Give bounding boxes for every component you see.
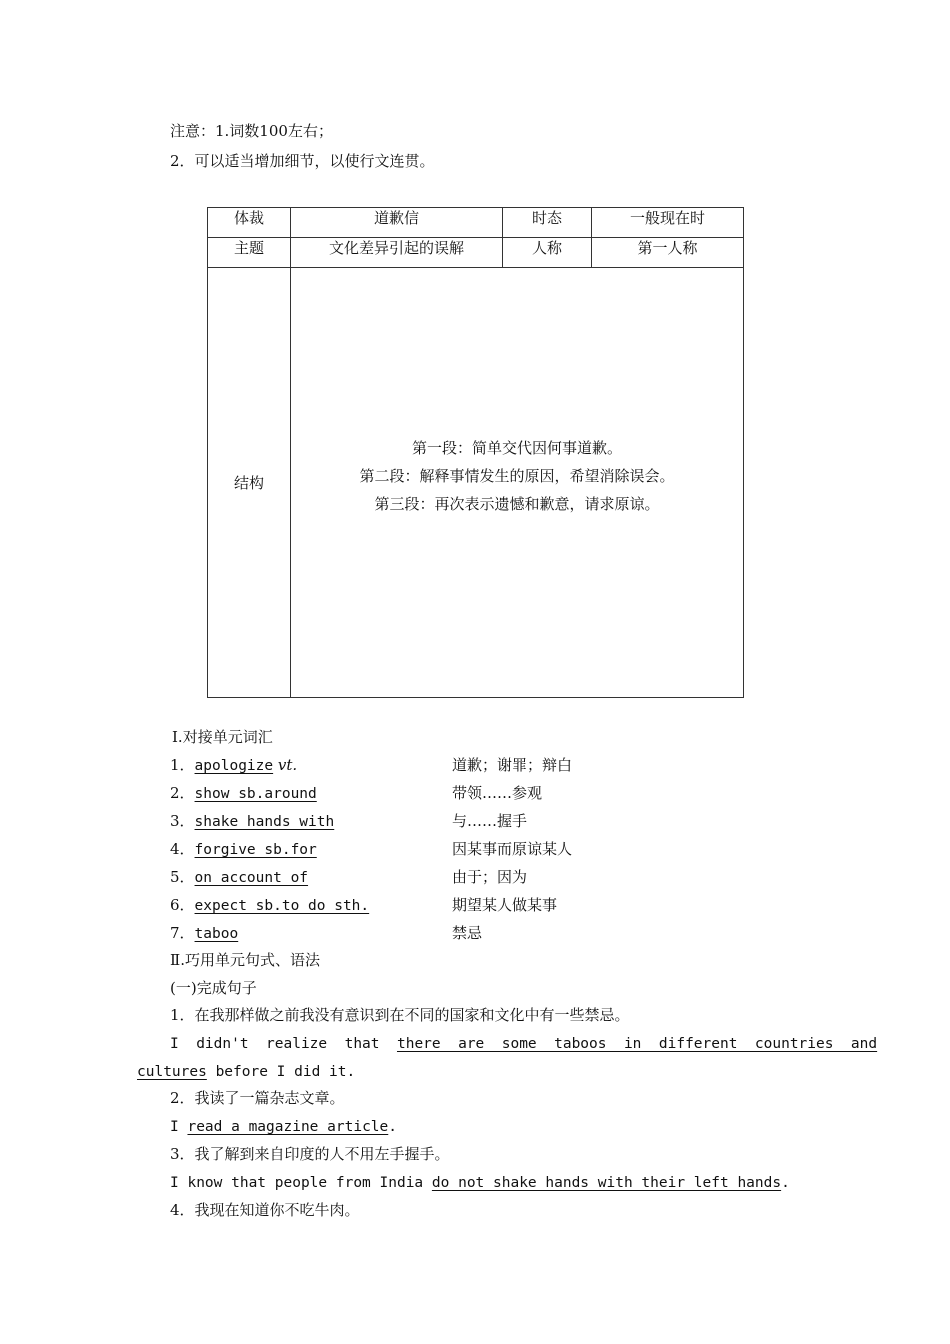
vocab-answer: shake hands with (194, 814, 335, 830)
paragraph-3-guide: 第三段：再次表示遗憾和歉意，请求原谅。 (374, 495, 660, 513)
list-item (170, 923, 238, 944)
sentence-1-english (170, 1034, 877, 1054)
section1-heading: Ⅰ.对接单元词汇 (172, 728, 273, 746)
item-number: 2． (170, 784, 195, 802)
item-number: 6． (170, 896, 195, 914)
genre-label: 体裁 (208, 208, 291, 238)
sentence-4-chinese: 4．我现在知道你不吃牛肉。 (170, 1201, 360, 1219)
vocab-meaning: 带领……参观 (452, 784, 543, 802)
genre-value: 道歉信 (291, 208, 503, 238)
sentence-1-suffix: before I did it. (206, 1064, 356, 1080)
sentence-1-english-cont (137, 1062, 355, 1082)
sentence-1-chinese: 1．在我那样做之前我没有意识到在不同的国家和文化中有一些禁忌。 (170, 1006, 630, 1024)
sentence-1-answer: there are some taboos in different countries and (396, 1036, 878, 1052)
item-number: 5． (170, 868, 195, 886)
list-item (170, 867, 308, 888)
paragraph-1-guide: 第一段：简单交代因何事道歉。 (411, 439, 622, 457)
sentence-2-prefix: I (170, 1119, 188, 1135)
person-value: 第一人称 (592, 238, 744, 268)
note-word-count: 注意：1.词数100左右； (170, 122, 333, 140)
sentence-3-chinese: 3．我了解到来自印度的人不用左手握手。 (170, 1145, 450, 1163)
note-coherence: 2．可以适当增加细节，以使行文连贯。 (170, 152, 435, 170)
sentence-2-chinese: 2．我读了一篇杂志文章。 (170, 1089, 345, 1107)
part-of-speech: vt. (277, 756, 298, 774)
list-item (170, 783, 317, 804)
tense-label: 时态 (503, 208, 592, 238)
vocab-answer: on account of (194, 870, 309, 886)
topic-value: 文化差异引起的误解 (291, 238, 503, 268)
vocab-answer: forgive sb.for (194, 842, 317, 858)
structure-label: 结构 (208, 268, 291, 698)
vocab-answer: expect sb.to do sth. (194, 898, 370, 914)
sentence-3-suffix: . (781, 1175, 790, 1191)
vocab-answer: taboo (194, 926, 239, 942)
table-row (208, 208, 744, 238)
sentence-2-english (170, 1117, 397, 1137)
vocab-meaning: 道歉；谢罪；辩白 (452, 756, 573, 774)
section2-heading: Ⅱ.巧用单元句式、语法 (170, 951, 320, 969)
table-row (208, 238, 744, 268)
structure-content (291, 268, 744, 698)
sentence-2-suffix: . (388, 1119, 397, 1135)
vocab-meaning: 与……握手 (452, 812, 528, 830)
table-row (208, 268, 744, 698)
vocab-answer: show sb.around (194, 786, 317, 802)
sentence-1-answer-cont: cultures (137, 1064, 207, 1080)
list-item (170, 895, 369, 916)
list-item (170, 811, 334, 832)
subsection-heading: (一)完成句子 (170, 979, 257, 997)
sentence-2-answer: read a magazine article (187, 1119, 389, 1135)
paragraph-2-guide: 第二段：解释事情发生的原因，希望消除误会。 (359, 467, 675, 485)
tense-value: 一般现在时 (592, 208, 744, 238)
item-number: 7． (170, 924, 195, 942)
sentence-3-answer: do not shake hands with their left hands (431, 1175, 782, 1191)
person-label: 人称 (503, 238, 592, 268)
item-number: 4． (170, 840, 195, 858)
sentence-3-prefix: I know that people from India (170, 1175, 432, 1191)
vocab-meaning: 因某事而原谅某人 (452, 840, 573, 858)
list-item (170, 839, 317, 860)
list-item (170, 755, 297, 776)
writing-outline-table (207, 207, 744, 698)
topic-label: 主题 (208, 238, 291, 268)
vocab-meaning: 由于；因为 (452, 868, 528, 886)
vocab-meaning: 禁忌 (452, 924, 483, 942)
vocab-meaning: 期望某人做某事 (452, 896, 558, 914)
sentence-1-prefix: I didn't realize that (170, 1036, 380, 1052)
item-number: 1． (170, 756, 195, 774)
item-number: 3． (170, 812, 195, 830)
sentence-3-english (170, 1173, 790, 1193)
vocab-answer: apologize (194, 758, 274, 774)
